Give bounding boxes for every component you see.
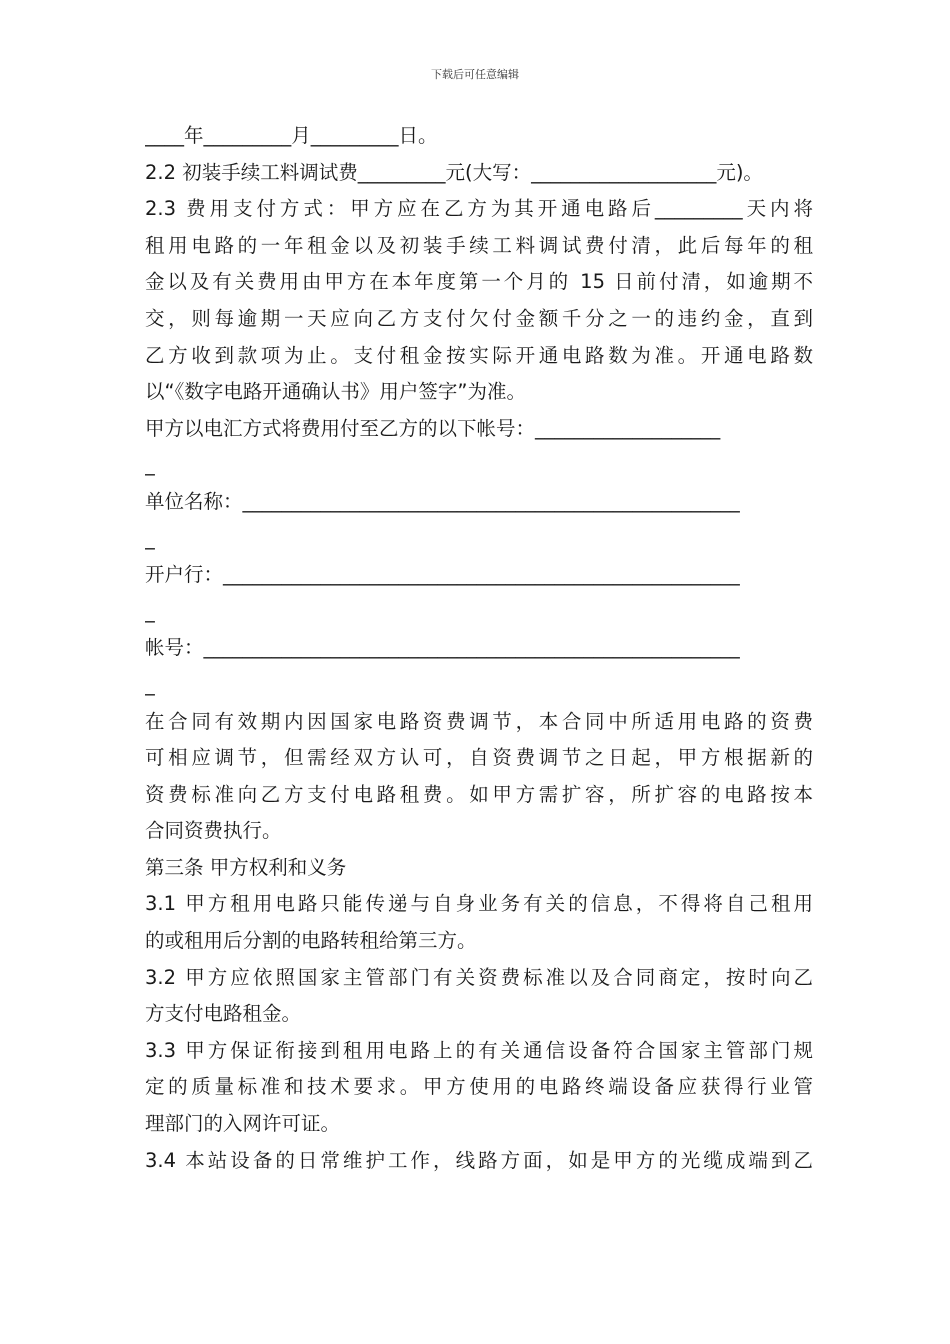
- text-line: 定的质量标准和技术要求。甲方使用的电路终端设备应获得行业管: [145, 1075, 813, 1099]
- text-line: 3.3 甲方保证衔接到租用电路上的有关通信设备符合国家主管部门规: [145, 1038, 813, 1062]
- text-line: 3.1 甲方租用电路只能传递与自身业务有关的信息，不得将自己租用: [145, 892, 813, 916]
- section-heading: 第三条 甲方权利和义务: [145, 855, 347, 879]
- text-line: 2.2 初装手续工料调试费_________元(大写：___________________元)。: [145, 160, 763, 184]
- text-line: 单位名称：___________________________________________________: [145, 489, 740, 513]
- text-line: 交，则每逾期一天应向乙方支付欠付金额千分之一的违约金，直到: [145, 306, 813, 330]
- text-line: 甲方以电汇方式将费用付至乙方的以下帐号：___________________: [145, 416, 721, 440]
- text-line: 3.2 甲方应依照国家主管部门有关资费标准以及合同商定，按时向乙: [145, 965, 813, 989]
- text-line: 2.3 费用支付方式：甲方应在乙方为其开通电路后_________天内将: [145, 197, 813, 221]
- text-line: 可相应调节，但需经双方认可，自资费调节之日起，甲方根据新的: [145, 746, 813, 770]
- text-line: _: [145, 526, 155, 550]
- text-line: 在合同有效期内因国家电路资费调节，本合同中所适用电路的资费: [145, 709, 813, 733]
- text-line: _: [145, 453, 155, 477]
- text-line: 资费标准向乙方支付电路租费。如甲方需扩容，所扩容的电路按本: [145, 782, 813, 806]
- text-line: 方支付电路租金。: [145, 1002, 302, 1026]
- page-header: 下载后可任意编辑: [431, 68, 519, 81]
- text-line: 租用电路的一年租金以及初装手续工料调试费付清，此后每年的租: [145, 233, 813, 257]
- text-line: 的或租用后分割的电路转租给第三方。: [145, 929, 477, 953]
- text-line: 开户行：_____________________________________________________: [145, 563, 740, 587]
- text-line: 以“《数字电路开通确认书》用户签字”为准。: [145, 380, 526, 404]
- text-line: 理部门的入网许可证。: [145, 1112, 341, 1136]
- text-line: 金以及有关费用由甲方在本年度第一个月的 15 日前付清，如逾期不: [145, 270, 813, 294]
- text-line: 乙方收到款项为止。支付租金按实际开通电路数为准。开通电路数: [145, 343, 813, 367]
- contract-body: [145, 118, 813, 1179]
- text-line: ____年_________月_________日。: [145, 124, 438, 147]
- text-line: 帐号：_______________________________________________________: [145, 636, 740, 660]
- text-line: _: [145, 599, 155, 623]
- text-line: _: [145, 672, 155, 696]
- text-line: 3.4 本站设备的日常维护工作，线路方面，如是甲方的光缆成端到乙: [145, 1148, 813, 1172]
- text-line: 合同资费执行。: [145, 819, 282, 843]
